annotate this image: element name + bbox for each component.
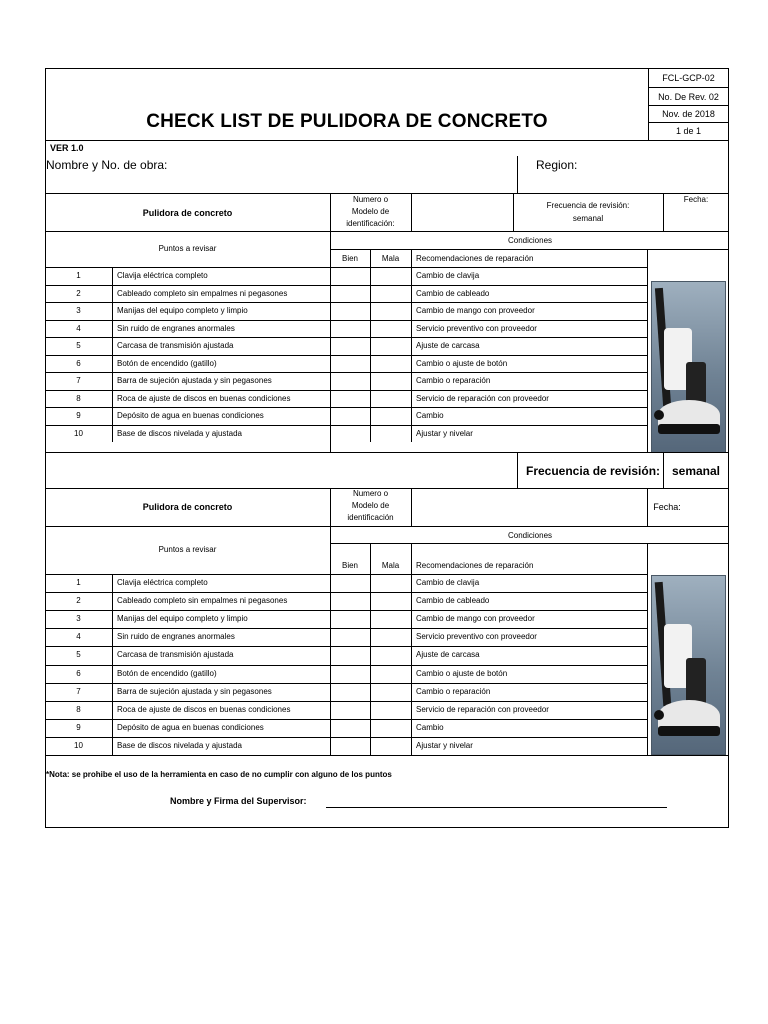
revision-date: Nov. de 2018 [662, 109, 715, 119]
row-divider [45, 665, 647, 666]
s1-bien-checkbox[interactable] [331, 356, 369, 372]
s1-item-recommend: Servicio de reparación con proveedor [416, 393, 549, 403]
id-label-2-line1: Numero o [352, 489, 389, 498]
s1-item-number: 7 [76, 376, 81, 385]
date-field[interactable] [665, 210, 727, 228]
s1-item-recommend: Cambio [416, 411, 444, 420]
s1-item-point: Sin ruido de engranes anormales [117, 323, 235, 333]
col-recommend-2: Recomendaciones de reparación [416, 561, 534, 570]
s2-item-number: 3 [76, 614, 81, 624]
id-label-line2: Modelo de [351, 207, 390, 216]
s2-item-recommend: Cambio de cableado [416, 596, 490, 606]
s2-mala-checkbox[interactable] [371, 647, 410, 663]
s2-bien-checkbox[interactable] [331, 593, 369, 609]
s1-mala-checkbox[interactable] [371, 426, 410, 442]
s1-bien-checkbox[interactable] [331, 286, 369, 302]
row-divider [45, 320, 647, 321]
s2-item-number: 10 [74, 740, 83, 750]
s1-bien-checkbox[interactable] [331, 373, 369, 389]
s1-item-recommend: Ajustar y nivelar [416, 428, 473, 438]
s2-item-recommend: Cambio [416, 722, 444, 732]
column-divider [411, 543, 412, 755]
s2-bien-checkbox[interactable] [331, 647, 369, 663]
s2-mala-checkbox[interactable] [371, 684, 410, 700]
row-divider [45, 701, 647, 702]
s1-item-number: 2 [76, 288, 81, 298]
concrete-polisher-photo-2 [651, 575, 726, 755]
s1-item-point: Depósito de agua en buenas condiciones [117, 411, 264, 420]
s2-item-point: Clavija eléctrica completo [117, 578, 208, 587]
conditions-header: Condiciones [507, 236, 553, 245]
s1-mala-checkbox[interactable] [371, 321, 410, 337]
page-count: 1 de 1 [675, 126, 702, 136]
s2-item-point: Roca de ajuste de discos en buenas condiciones [117, 704, 291, 714]
s2-item-point: Cableado completo sin empalmes ni pegasones [117, 596, 288, 606]
s1-item-point: Cableado completo sin empalmes ni pegasones [117, 288, 288, 298]
region-label: Region: [536, 158, 578, 172]
date-label: Fecha: [683, 195, 709, 204]
row-divider [45, 628, 647, 629]
s1-mala-checkbox[interactable] [371, 268, 410, 284]
s2-mala-checkbox[interactable] [371, 611, 410, 627]
s2-item-point: Sin ruido de engranes anormales [117, 632, 235, 642]
s1-item-point: Roca de ajuste de discos en buenas condiciones [117, 393, 291, 403]
s1-item-number: 3 [76, 306, 81, 315]
s1-item-number: 8 [76, 393, 81, 403]
s2-bien-checkbox[interactable] [331, 575, 369, 591]
id-field[interactable] [413, 196, 513, 228]
s2-item-number: 2 [76, 596, 81, 606]
page-title: CHECK LIST DE PULIDORA DE CONCRETO [146, 111, 548, 132]
s2-item-point: Carcasa de transmisión ajustada [117, 650, 234, 660]
column-divider [370, 249, 371, 442]
row-divider [45, 683, 647, 684]
conditions-header-2: Condiciones [507, 531, 553, 540]
s2-bien-checkbox[interactable] [331, 738, 369, 754]
row-divider [45, 737, 647, 738]
row-divider [45, 390, 647, 391]
s1-item-point: Carcasa de transmisión ajustada [117, 341, 234, 350]
s1-bien-checkbox[interactable] [331, 408, 369, 424]
row-divider [45, 355, 647, 356]
s1-item-number: 6 [76, 358, 81, 368]
s2-item-recommend: Servicio de reparación con proveedor [416, 704, 549, 714]
s1-mala-checkbox[interactable] [371, 391, 410, 407]
id-label-2-line2: Modelo de [351, 501, 390, 510]
row-divider [45, 285, 647, 286]
equipment-name-2: Pulidora de concreto [142, 502, 233, 512]
s1-item-recommend: Servicio preventivo con proveedor [416, 323, 537, 333]
date-field-2[interactable] [688, 491, 726, 523]
s1-item-recommend: Cambio de cableado [416, 288, 490, 298]
row-divider [45, 646, 647, 647]
s2-item-recommend: Ajuste de carcasa [416, 650, 480, 660]
s1-item-recommend: Cambio o ajuste de botón [416, 358, 508, 368]
s1-item-recommend: Ajuste de carcasa [416, 341, 480, 350]
date-label-2: Fecha: [653, 502, 681, 512]
s1-item-number: 10 [74, 428, 83, 438]
s2-item-number: 7 [76, 686, 81, 696]
revision-number: No. De Rev. 02 [658, 92, 719, 102]
s1-item-recommend: Cambio de clavija [416, 271, 480, 280]
s2-mala-checkbox[interactable] [371, 738, 410, 754]
s1-bien-checkbox[interactable] [331, 321, 369, 337]
s1-bien-checkbox[interactable] [331, 426, 369, 442]
s2-item-recommend: Cambio o reparación [416, 686, 491, 696]
s2-item-recommend: Servicio preventivo con proveedor [416, 632, 537, 642]
s1-mala-checkbox[interactable] [371, 303, 410, 319]
id-label-line1: Numero o [352, 195, 389, 204]
s2-bien-checkbox[interactable] [331, 684, 369, 700]
s2-item-number: 5 [76, 650, 81, 660]
s1-mala-checkbox[interactable] [371, 356, 410, 372]
col-bien: Bien [341, 254, 358, 263]
column-divider [370, 543, 371, 755]
freq-value: semanal [572, 214, 604, 223]
s2-item-point: Botón de encendido (gatillo) [117, 668, 217, 678]
s2-item-number: 9 [76, 722, 81, 732]
obra-label: Nombre y No. de obra: [46, 158, 168, 172]
s1-item-point: Base de discos nivelada y ajustada [117, 428, 242, 438]
concrete-polisher-photo [651, 281, 726, 453]
s1-mala-checkbox[interactable] [371, 408, 410, 424]
s1-item-point: Barra de sujeción ajustada y sin pegasones [117, 376, 272, 385]
s1-item-recommend: Cambio de mango con proveedor [416, 306, 535, 315]
s2-bien-checkbox[interactable] [331, 720, 369, 736]
row-divider [45, 372, 647, 373]
s1-item-recommend: Cambio o reparación [416, 376, 491, 385]
points-header-2: Puntos a revisar [158, 545, 217, 554]
s2-bien-checkbox[interactable] [331, 629, 369, 645]
s2-item-recommend: Cambio de mango con proveedor [416, 614, 535, 624]
s1-bien-checkbox[interactable] [331, 303, 369, 319]
s1-item-point: Clavija eléctrica completo [117, 271, 208, 280]
column-divider [411, 249, 412, 442]
s1-item-number: 9 [76, 411, 81, 420]
col-mala-2: Mala [381, 561, 400, 570]
s1-bien-checkbox[interactable] [331, 338, 369, 354]
col-bien-2: Bien [341, 561, 358, 570]
s1-item-point: Botón de encendido (gatillo) [117, 358, 217, 368]
s2-mala-checkbox[interactable] [371, 629, 410, 645]
row-divider [45, 302, 647, 303]
s2-item-number: 8 [76, 704, 81, 714]
row-divider [45, 337, 647, 338]
row-divider [45, 407, 647, 408]
s2-item-point: Depósito de agua en buenas condiciones [117, 722, 264, 732]
id-label-2-line3: identificación [347, 513, 394, 522]
s2-item-point: Base de discos nivelada y ajustada [117, 740, 242, 750]
version-label: VER 1.0 [50, 143, 84, 153]
column-divider [112, 574, 113, 755]
s1-mala-checkbox[interactable] [371, 373, 410, 389]
signature-line[interactable] [326, 807, 667, 808]
col-mala: Mala [381, 254, 400, 263]
row-divider [45, 719, 647, 720]
usage-note: *Nota: se prohibe el uso de la herramienta en caso de no cumplir con alguno de los puntos [46, 770, 392, 779]
id-label-line3: identificación: [346, 219, 395, 228]
s1-bien-checkbox[interactable] [331, 391, 369, 407]
column-divider [112, 267, 113, 442]
s1-item-number: 4 [76, 323, 81, 333]
s2-item-recommend: Cambio o ajuste de botón [416, 668, 508, 678]
s1-mala-checkbox[interactable] [371, 338, 410, 354]
freq-label-2: Frecuencia de revisión: [526, 464, 661, 478]
s1-mala-checkbox[interactable] [371, 286, 410, 302]
s1-bien-checkbox[interactable] [331, 268, 369, 284]
s2-bien-checkbox[interactable] [331, 666, 369, 682]
doc-code: FCL-GCP-02 [662, 73, 715, 83]
obra-field[interactable] [180, 176, 510, 190]
s2-item-number: 1 [76, 578, 81, 587]
row-divider [45, 592, 647, 593]
row-divider [45, 425, 647, 426]
s2-mala-checkbox[interactable] [371, 575, 410, 591]
freq-label: Frecuencia de revisión: [546, 201, 630, 210]
signature-label: Nombre y Firma del Supervisor: [170, 796, 307, 806]
region-field[interactable] [524, 176, 724, 190]
freq-value-2: semanal [671, 464, 721, 478]
s2-item-point: Manijas del equipo completo y limpio [117, 614, 248, 624]
s2-mala-checkbox[interactable] [371, 702, 410, 718]
s2-mala-checkbox[interactable] [371, 720, 410, 736]
s2-item-recommend: Ajustar y nivelar [416, 740, 473, 750]
s2-item-number: 6 [76, 668, 81, 678]
col-recommend: Recomendaciones de reparación [416, 254, 534, 263]
s2-item-number: 4 [76, 632, 81, 642]
s2-item-point: Barra de sujeción ajustada y sin pegasones [117, 686, 272, 696]
s2-mala-checkbox[interactable] [371, 666, 410, 682]
s1-item-point: Manijas del equipo completo y limpio [117, 306, 248, 315]
s2-bien-checkbox[interactable] [331, 702, 369, 718]
s2-bien-checkbox[interactable] [331, 611, 369, 627]
s1-item-number: 1 [76, 271, 81, 280]
equipment-name: Pulidora de concreto [142, 208, 233, 218]
s1-item-number: 5 [76, 341, 81, 350]
points-header: Puntos a revisar [158, 244, 217, 253]
row-divider [45, 610, 647, 611]
s2-item-recommend: Cambio de clavija [416, 578, 480, 587]
id-field-2[interactable] [413, 491, 643, 523]
s2-mala-checkbox[interactable] [371, 593, 410, 609]
